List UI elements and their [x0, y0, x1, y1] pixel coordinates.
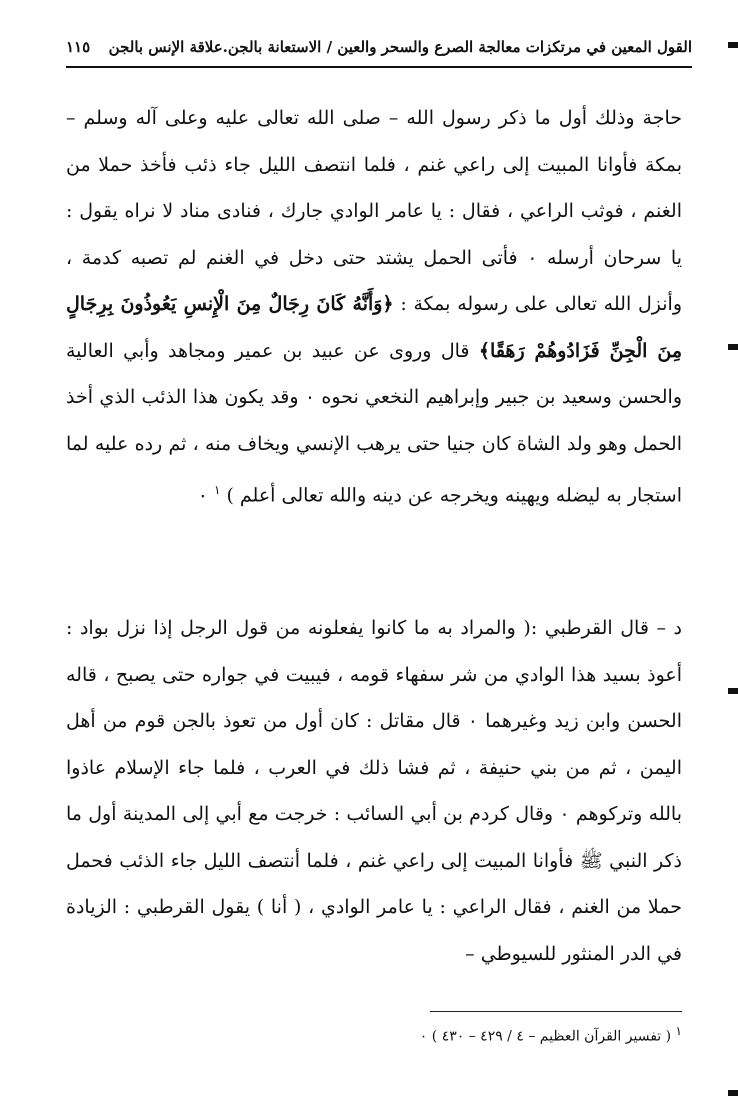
- margin-mark: [728, 1090, 738, 1096]
- paragraph-2-text: د – قال القرطبي :( والمراد به ما كانوا يفعلونه من قول الرجل إذا نزل بواد : أعوذ بسيد هذا الوادي من شر سفهاء قومه ، فيبيت في جواره حتى يصبح ، قاله الحسن وابن زيد وغيرهما ٠ قال مقاتل : كان أول من تعوذ بالجن قوم من أهل اليمن ، ثم من بني حنيفة ، ثم فشا ذلك في العرب ، فلما جاء الإسلام عاذوا بالله وتركوهم ٠ وقال كردم بن أبي السائب : خرجت مع أبي إلى المدينة أول ما ذكر النبي ﷺ فأوانا المبيت إلى راعي غنم ، فلما أنتصف الليل جاء الذئب فحمل حملا من الغنم ، فقال الراعي : يا عامر الوادي ، ( أنا ) يقول القرطبي : الزيادة في الدر المنثور للسيوطي –: [66, 617, 682, 965]
- paragraph-1-continuation: قال وروى عن عبيد بن عمير ومجاهد وأبي العالية والحسن وسعيد بن جبير وإبراهيم النخعي نحوه ٠ وقد يكون هذا الذئب الذي أخذ الحمل وهو ولد الشاة كان جنيا حتى يرهب الإنسي ويخاف منه ، ثم رده عليه لما استجار به ليضله ويهينه ويخرجه عن دينه والله تعالى أعلم ): [66, 339, 683, 507]
- header-rule: [66, 66, 692, 68]
- paragraph-1-text: حاجة وذلك أول ما ذكر رسول الله – صلى الله تعالى عليه وعلى آله وسلم – بمكة فأوانا المبيت إلى راعي غنم ، فلما انتصف الليل جاء ذئب فأخذ حملا من الغنم ، فوثب الراعي ، فقال : يا عامر الوادي جارك ، فنادى مناد لا نراه يقول : يا سرحان أرسله ٠ فأتى الحمل يشتد حتى دخل في الغنم لم تصبه كدمة ، وأنزل الله تعالى على رسوله بمكة :: [66, 107, 683, 315]
- page-number: ١١٥: [66, 38, 91, 56]
- paragraph-1-end: ٠: [197, 484, 208, 507]
- running-title: القول المعين في مرتكزات معالجة الصرع والسحر والعين / الاستعانة بالجن.علاقة الإنس بالجن: [108, 38, 692, 56]
- margin-mark: [728, 42, 738, 48]
- quran-verse: ﴿وَأَنَّهُ كَانَ رِجَالٌ مِنَ الْإِنسِ يَعُوذُونَ بِرِجَالٍ مِنَ الْجِنِّ فَزَادُوهُمْ رَهَقًا﴾: [66, 293, 683, 362]
- footnote-reference: ١: [213, 483, 221, 497]
- footnote-text: ( تفسير القرآن العظيم – ٤ / ٤٢٩ – ٤٣٠ ) ٠: [419, 1028, 672, 1045]
- footnote-number: ١: [675, 1024, 682, 1038]
- running-header: [66, 34, 692, 60]
- paragraph-2: [66, 605, 682, 977]
- paragraph-1: [66, 95, 682, 519]
- margin-mark: [728, 344, 738, 350]
- footnote: [300, 1024, 682, 1045]
- margin-mark: [728, 688, 738, 694]
- footnote-rule: [430, 1011, 682, 1012]
